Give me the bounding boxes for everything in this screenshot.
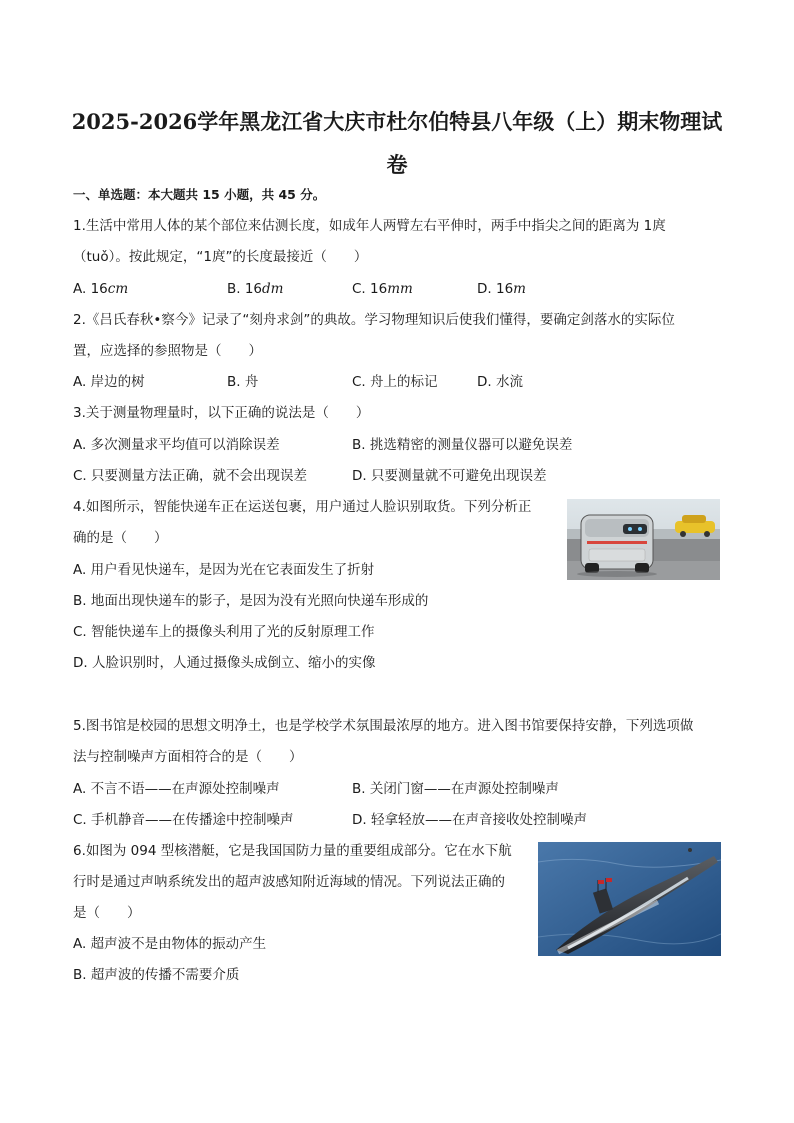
section-heading: 一、单选题：本大题共 15 小题，共 45 分。 — [73, 187, 326, 202]
q2-option-d[interactable]: D. 水流 — [477, 374, 523, 390]
q6-stem-line1: 6.如图为 094 型核潜艇，它是我国国防力量的重要组成部分。它在水下航 — [73, 843, 512, 859]
submarine-photo — [538, 842, 721, 956]
page-title — [60, 100, 734, 186]
q5-option-d[interactable]: D. 轻拿轻放——在声音接收处控制噪声 — [352, 812, 587, 828]
q4-stem-line1: 4.如图所示，智能快递车正在运送包裹，用户通过人脸识别取货。下列分析正 — [73, 499, 532, 515]
q5-option-a[interactable]: A. 不言不语——在声源处控制噪声 — [73, 781, 280, 797]
q6-stem-line2: 行时是通过声呐系统发出的超声波感知附近海域的情况。下列说法正确的 — [73, 874, 505, 890]
q3-stem: 3.关于测量物理量时，以下正确的说法是（ ） — [73, 405, 370, 421]
q5-option-b[interactable]: B. 关闭门窗——在声源处控制噪声 — [352, 781, 559, 797]
q3-option-a[interactable]: A. 多次测量求平均值可以消除误差 — [73, 437, 280, 453]
q6-stem-line3: 是（ ） — [73, 905, 141, 921]
q4-option-b[interactable]: B. 地面出现快递车的影子，是因为没有光照向快递车形成的 — [73, 593, 429, 609]
q3-option-b[interactable]: B. 挑选精密的测量仪器可以避免误差 — [352, 437, 573, 453]
q4-option-a[interactable]: A. 用户看见快递车，是因为光在它表面发生了折射 — [73, 562, 375, 578]
title-line-1: 2025-2026学年黑龙江省大庆市杜尔伯特县八年级（上）期末物理试 — [71, 109, 723, 134]
title-line-2: 卷 — [386, 152, 408, 177]
q5-option-c[interactable]: C. 手机静音——在传播途中控制噪声 — [73, 812, 294, 828]
q1-stem-line1: 1.生活中常用人体的某个部位来估测长度，如成年人两臂左右平伸时，两手中指尖之间的距离为 1庹 — [73, 218, 666, 234]
q4-option-c[interactable]: C. 智能快递车上的摄像头利用了光的反射原理工作 — [73, 624, 375, 640]
q2-option-a[interactable]: A. 岸边的树 — [73, 374, 145, 390]
q1-option-b[interactable]: B. 16dm — [227, 281, 284, 297]
q2-option-c[interactable]: C. 舟上的标记 — [352, 374, 438, 390]
q5-stem-line1: 5.图书馆是校园的思想文明净土，也是学校学术氛围最浓厚的地方。进入图书馆要保持安静，下列选项做 — [73, 718, 694, 734]
q1-stem-line2: （tuǒ）。按此规定，“1庹”的长度最接近（ ） — [73, 249, 368, 265]
q1-option-c[interactable]: C. 16mm — [352, 281, 413, 297]
q6-option-a[interactable]: A. 超声波不是由物体的振动产生 — [73, 936, 267, 952]
q3-option-d[interactable]: D. 只要测量就不可避免出现误差 — [352, 468, 547, 484]
q4-option-d[interactable]: D. 人脸识别时，人通过摄像头成倒立、缩小的实像 — [73, 655, 376, 671]
q4-stem-line2: 确的是（ ） — [73, 530, 168, 546]
q3-option-c[interactable]: C. 只要测量方法正确，就不会出现误差 — [73, 468, 308, 484]
q5-stem-line2: 法与控制噪声方面相符合的是（ ） — [73, 749, 303, 765]
q2-stem-line2: 置，应选择的参照物是（ ） — [73, 343, 262, 359]
q6-option-b[interactable]: B. 超声波的传播不需要介质 — [73, 967, 240, 983]
q1-option-a[interactable]: A. 16cm — [73, 281, 129, 297]
q1-option-d[interactable]: D. 16m — [477, 281, 526, 297]
q2-option-b[interactable]: B. 舟 — [227, 374, 259, 390]
q2-stem-line1: 2.《吕氏春秋•察今》记录了“刻舟求剑”的典故。学习物理知识后使我们懂得，要确定剑落水的实际位 — [73, 312, 675, 328]
delivery-vehicle-photo — [567, 499, 720, 580]
